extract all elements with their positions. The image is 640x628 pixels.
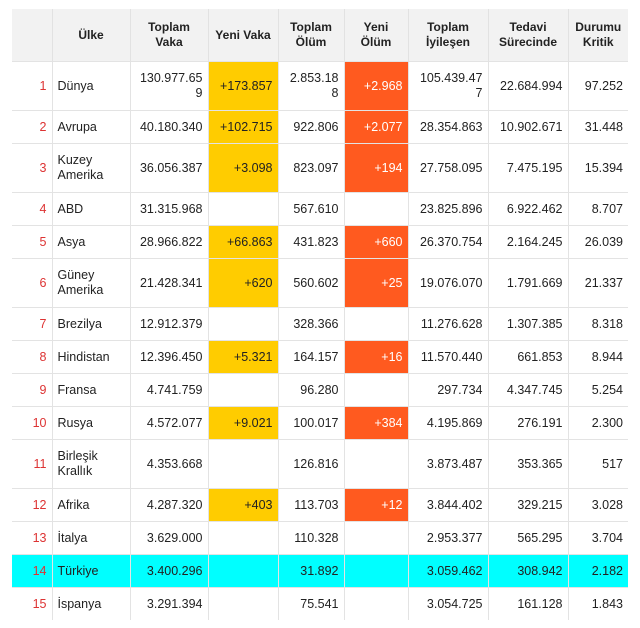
total-recovered-cell: 27.758.095 <box>408 144 488 193</box>
country-cell: Afrika <box>52 489 130 522</box>
total-deaths-cell: 100.017 <box>278 407 344 440</box>
new-cases-cell: +620 <box>208 259 278 308</box>
rank-cell: 5 <box>12 226 52 259</box>
total-recovered-cell: 11.276.628 <box>408 308 488 341</box>
country-cell: Birleşik Krallık <box>52 440 130 489</box>
critical-cell: 8.318 <box>568 308 628 341</box>
country-cell: Avrupa <box>52 111 130 144</box>
header-total-recovered[interactable]: Toplam İyileşen <box>408 9 488 62</box>
header-rank <box>12 9 52 62</box>
new-cases-cell: +9.021 <box>208 407 278 440</box>
total-deaths-cell: 823.097 <box>278 144 344 193</box>
rank-cell: 12 <box>12 489 52 522</box>
new-deaths-cell: +2.968 <box>344 62 408 111</box>
total-recovered-cell: 4.195.869 <box>408 407 488 440</box>
new-cases-cell: +102.715 <box>208 111 278 144</box>
total-deaths-cell: 110.328 <box>278 522 344 555</box>
active-cases-cell: 4.347.745 <box>488 374 568 407</box>
new-deaths-cell: +12 <box>344 489 408 522</box>
total-cases-cell: 12.396.450 <box>130 341 208 374</box>
total-cases-cell: 4.572.077 <box>130 407 208 440</box>
table-row[interactable] <box>12 555 628 588</box>
new-cases-cell <box>208 588 278 621</box>
active-cases-cell: 661.853 <box>488 341 568 374</box>
table-row[interactable] <box>12 144 628 193</box>
country-cell: İtalya <box>52 522 130 555</box>
rank-cell: 11 <box>12 440 52 489</box>
total-cases-cell: 12.912.379 <box>130 308 208 341</box>
new-deaths-cell <box>344 440 408 489</box>
new-deaths-cell: +660 <box>344 226 408 259</box>
new-cases-cell <box>208 374 278 407</box>
new-cases-cell: +3.098 <box>208 144 278 193</box>
total-deaths-cell: 164.157 <box>278 341 344 374</box>
new-cases-cell: +5.321 <box>208 341 278 374</box>
critical-cell: 31.448 <box>568 111 628 144</box>
rank-cell: 14 <box>12 555 52 588</box>
new-deaths-cell <box>344 308 408 341</box>
total-deaths-cell: 126.816 <box>278 440 344 489</box>
new-deaths-cell: +2.077 <box>344 111 408 144</box>
critical-cell: 2.300 <box>568 407 628 440</box>
active-cases-cell: 1.791.669 <box>488 259 568 308</box>
critical-cell: 517 <box>568 440 628 489</box>
header-new-deaths[interactable]: Yeni Ölüm <box>344 9 408 62</box>
total-recovered-cell: 11.570.440 <box>408 341 488 374</box>
new-deaths-cell: +16 <box>344 341 408 374</box>
new-deaths-cell <box>344 555 408 588</box>
active-cases-cell: 7.475.195 <box>488 144 568 193</box>
new-deaths-cell: +384 <box>344 407 408 440</box>
table-row[interactable] <box>12 226 628 259</box>
total-deaths-cell: 96.280 <box>278 374 344 407</box>
new-cases-cell <box>208 193 278 226</box>
critical-cell: 2.182 <box>568 555 628 588</box>
active-cases-cell: 276.191 <box>488 407 568 440</box>
new-cases-cell <box>208 555 278 588</box>
total-recovered-cell: 26.370.754 <box>408 226 488 259</box>
total-recovered-cell: 105.439.477 <box>408 62 488 111</box>
header-active-cases[interactable]: Tedavi Sürecinde <box>488 9 568 62</box>
rank-cell: 13 <box>12 522 52 555</box>
total-deaths-cell: 567.610 <box>278 193 344 226</box>
total-deaths-cell: 431.823 <box>278 226 344 259</box>
table-row[interactable] <box>12 489 628 522</box>
total-deaths-cell: 560.602 <box>278 259 344 308</box>
country-cell: Fransa <box>52 374 130 407</box>
header-country[interactable]: Ülke <box>52 9 130 62</box>
total-recovered-cell: 3.873.487 <box>408 440 488 489</box>
rank-cell: 10 <box>12 407 52 440</box>
country-cell: Hindistan <box>52 341 130 374</box>
table-header-row <box>12 9 628 62</box>
new-deaths-cell <box>344 588 408 621</box>
table-row[interactable] <box>12 588 628 621</box>
active-cases-cell: 353.365 <box>488 440 568 489</box>
country-cell: Brezilya <box>52 308 130 341</box>
active-cases-cell: 329.215 <box>488 489 568 522</box>
total-recovered-cell: 3.054.725 <box>408 588 488 621</box>
country-cell: İspanya <box>52 588 130 621</box>
critical-cell: 1.843 <box>568 588 628 621</box>
table-row[interactable] <box>12 259 628 308</box>
country-cell: Güney Amerika <box>52 259 130 308</box>
critical-cell: 8.707 <box>568 193 628 226</box>
rank-cell: 1 <box>12 62 52 111</box>
total-cases-cell: 21.428.341 <box>130 259 208 308</box>
total-cases-cell: 4.287.320 <box>130 489 208 522</box>
critical-cell: 97.252 <box>568 62 628 111</box>
country-cell: Kuzey Amerika <box>52 144 130 193</box>
table-row[interactable] <box>12 440 628 489</box>
country-cell: Dünya <box>52 62 130 111</box>
critical-cell: 15.394 <box>568 144 628 193</box>
active-cases-cell: 2.164.245 <box>488 226 568 259</box>
critical-cell: 8.944 <box>568 341 628 374</box>
new-cases-cell <box>208 522 278 555</box>
rank-cell: 15 <box>12 588 52 621</box>
total-cases-cell: 28.966.822 <box>130 226 208 259</box>
total-cases-cell: 40.180.340 <box>130 111 208 144</box>
country-cell: Rusya <box>52 407 130 440</box>
header-total-cases[interactable]: Toplam Vaka <box>130 9 208 62</box>
rank-cell: 4 <box>12 193 52 226</box>
rank-cell: 3 <box>12 144 52 193</box>
active-cases-cell: 6.922.462 <box>488 193 568 226</box>
new-cases-cell: +66.863 <box>208 226 278 259</box>
total-deaths-cell: 2.853.188 <box>278 62 344 111</box>
total-recovered-cell: 19.076.070 <box>408 259 488 308</box>
total-recovered-cell: 297.734 <box>408 374 488 407</box>
header-new-cases[interactable]: Yeni Vaka <box>208 9 278 62</box>
country-cell: Türkiye <box>52 555 130 588</box>
new-deaths-cell <box>344 193 408 226</box>
active-cases-cell: 565.295 <box>488 522 568 555</box>
critical-cell: 3.704 <box>568 522 628 555</box>
active-cases-cell: 22.684.994 <box>488 62 568 111</box>
rank-cell: 8 <box>12 341 52 374</box>
new-cases-cell <box>208 308 278 341</box>
table-row[interactable] <box>12 193 628 226</box>
total-cases-cell: 4.353.668 <box>130 440 208 489</box>
total-cases-cell: 36.056.387 <box>130 144 208 193</box>
total-cases-cell: 31.315.968 <box>130 193 208 226</box>
country-cell: ABD <box>52 193 130 226</box>
table-body <box>12 62 628 621</box>
total-cases-cell: 3.291.394 <box>130 588 208 621</box>
critical-cell: 5.254 <box>568 374 628 407</box>
active-cases-cell: 308.942 <box>488 555 568 588</box>
table-row[interactable] <box>12 62 628 111</box>
table-row[interactable] <box>12 374 628 407</box>
total-deaths-cell: 922.806 <box>278 111 344 144</box>
rank-cell: 7 <box>12 308 52 341</box>
total-recovered-cell: 28.354.863 <box>408 111 488 144</box>
new-deaths-cell: +25 <box>344 259 408 308</box>
rank-cell: 2 <box>12 111 52 144</box>
total-cases-cell: 3.629.000 <box>130 522 208 555</box>
new-deaths-cell <box>344 522 408 555</box>
new-deaths-cell <box>344 374 408 407</box>
new-cases-cell: +173.857 <box>208 62 278 111</box>
total-cases-cell: 130.977.659 <box>130 62 208 111</box>
active-cases-cell: 10.902.671 <box>488 111 568 144</box>
country-cell: Asya <box>52 226 130 259</box>
table-row[interactable] <box>12 308 628 341</box>
new-deaths-cell: +194 <box>344 144 408 193</box>
total-recovered-cell: 3.059.462 <box>408 555 488 588</box>
table-row[interactable] <box>12 407 628 440</box>
new-cases-cell <box>208 440 278 489</box>
total-cases-cell: 4.741.759 <box>130 374 208 407</box>
total-deaths-cell: 31.892 <box>278 555 344 588</box>
table-row[interactable] <box>12 111 628 144</box>
header-total-deaths[interactable]: Toplam Ölüm <box>278 9 344 62</box>
rank-cell: 9 <box>12 374 52 407</box>
critical-cell: 26.039 <box>568 226 628 259</box>
total-recovered-cell: 3.844.402 <box>408 489 488 522</box>
total-deaths-cell: 113.703 <box>278 489 344 522</box>
critical-cell: 21.337 <box>568 259 628 308</box>
total-deaths-cell: 328.366 <box>278 308 344 341</box>
header-critical[interactable]: Durumu Kritik <box>568 9 628 62</box>
active-cases-cell: 161.128 <box>488 588 568 621</box>
covid-stats-table <box>12 9 628 620</box>
new-cases-cell: +403 <box>208 489 278 522</box>
rank-cell: 6 <box>12 259 52 308</box>
total-cases-cell: 3.400.296 <box>130 555 208 588</box>
critical-cell: 3.028 <box>568 489 628 522</box>
total-deaths-cell: 75.541 <box>278 588 344 621</box>
table-row[interactable] <box>12 522 628 555</box>
total-recovered-cell: 23.825.896 <box>408 193 488 226</box>
total-recovered-cell: 2.953.377 <box>408 522 488 555</box>
table-row[interactable] <box>12 341 628 374</box>
active-cases-cell: 1.307.385 <box>488 308 568 341</box>
